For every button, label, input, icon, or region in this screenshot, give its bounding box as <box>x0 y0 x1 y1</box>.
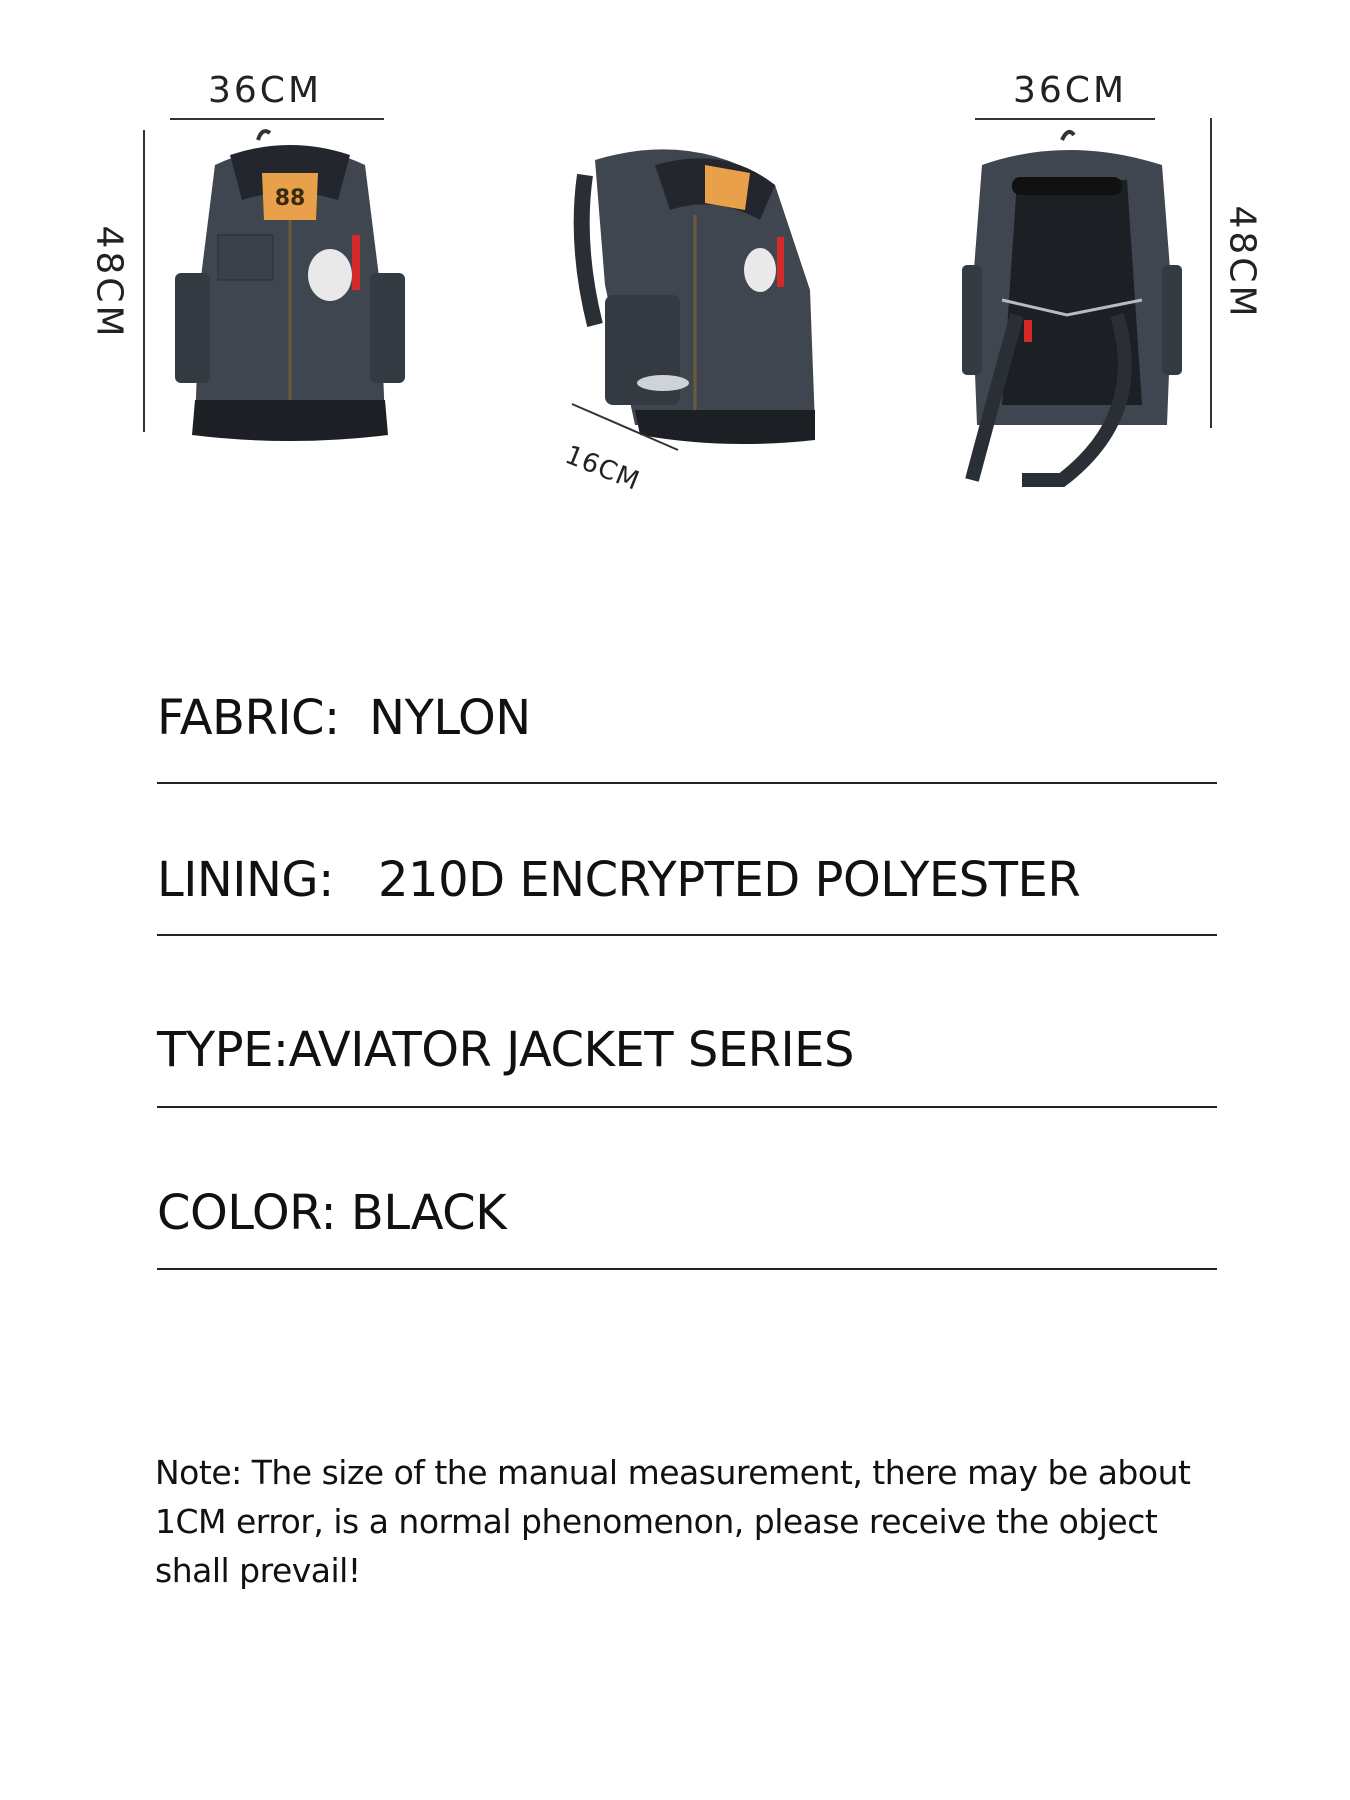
front-height-line <box>143 130 145 432</box>
spec-color: COLOR: BLACK <box>157 1185 507 1241</box>
divider-type <box>157 1106 1217 1108</box>
divider-fabric <box>157 782 1217 784</box>
spec-type: TYPE:AVIATOR JACKET SERIES <box>157 1022 854 1078</box>
side-depth-label: 16CM <box>560 440 645 497</box>
spec-lining: LINING: 210D ENCRYPTED POLYESTER <box>157 852 1081 908</box>
backpack-back-image <box>962 125 1182 485</box>
measurement-note: Note: The size of the manual measurement, there may be about 1CM error, is a normal phenomenon, please receive the object shall prevail! <box>155 1453 1191 1590</box>
divider-color <box>157 1268 1217 1270</box>
front-width-line <box>170 118 384 120</box>
back-height-label: 48CM <box>1221 205 1263 320</box>
front-width-label: 36CM <box>208 70 323 111</box>
divider-lining <box>157 934 1217 936</box>
back-width-line <box>975 118 1155 120</box>
backpack-front-image <box>170 125 410 445</box>
back-width-label: 36CM <box>1013 70 1128 111</box>
patch-number: 88 <box>274 186 306 211</box>
front-height-label: 48CM <box>88 225 130 340</box>
back-height-line <box>1210 118 1212 428</box>
spec-fabric: FABRIC: NYLON <box>157 690 531 746</box>
